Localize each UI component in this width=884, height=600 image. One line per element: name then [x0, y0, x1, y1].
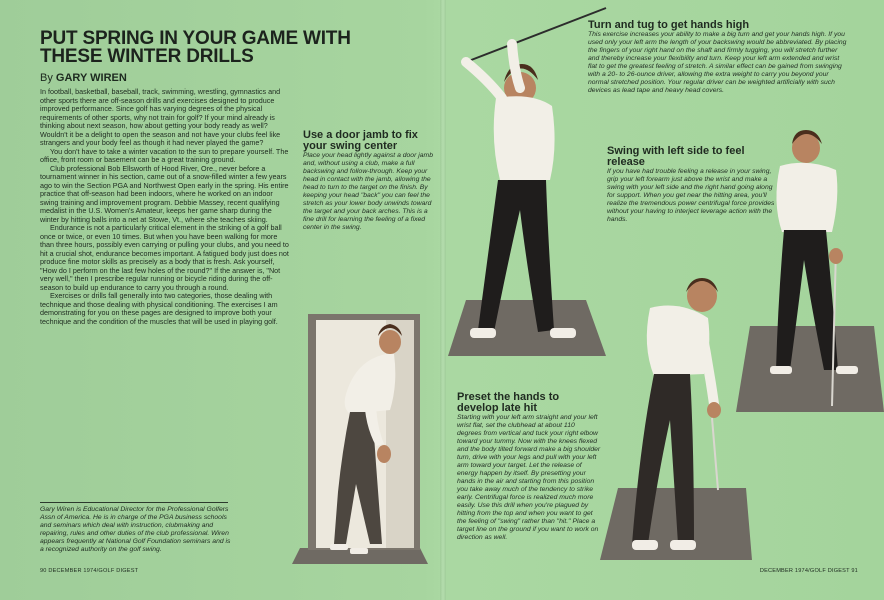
body-paragraph: Endurance is not a particularly critical element in the striking of a golf ball once or twice, or even 10 times. But when you have been walking for more than three hours, possibly even carrying or pulling your clubs, and you need to hit a crucial shot, endurance becomes important. A fatigued body just does not produce fine motor skills as precisely as a body that is fresh. Ask yourself, "How do I perform on the last few holes of the round?" If the answer is, "Not very well," then I prescribe regular running or bicycle riding during the off-season to build up endurance to carry you through a round. — [40, 223, 289, 292]
author-bio: Gary Wiren is Educational Director for the Professional Golfers Assn of America. He is in charge of the PGA business schools and seminars which deal with instruction, clubmaking and repairing, rules and other duties of the club professional. Wiren appears frequently at National Golf Foundation seminars and is a recognized authority on the golf swing. — [40, 506, 231, 553]
article-body — [40, 88, 290, 326]
body-paragraph: Club professional Bob Ellsworth of Hood River, Ore., never before a tournament winner in his section, came out of a snow-filled winter a few years ago to win the Section PGA and Northwest Open early in the spring. His entire practice that off-season had been indoors, where he worked on an indoor swing training and improvement program. Debbie Massey, recent qualifying medalist in the U.S. Women's Amateur, keeps her game sharp during the winter by hitting balls into a net at Stowe, Vt., where she teaches skiing. — [40, 163, 289, 224]
folio-right: DECEMBER 1974/GOLF DIGEST 91 — [759, 568, 858, 574]
caption-turn-tug — [588, 20, 850, 95]
turn-and-tug-photo — [446, 0, 606, 360]
caption-title: Use a door jamb to fix your swing center — [303, 129, 418, 152]
article-headline: PUT SPRING IN YOUR GAME WITH THESE WINTER DRILLS — [40, 28, 351, 67]
folio-left: 90 DECEMBER 1974/GOLF DIGEST — [40, 568, 139, 574]
caption-title: Preset the hands to develop late hit — [457, 391, 560, 414]
body-paragraph: You don't have to take a winter vacation to the sun to prepare yourself. The office, front room or basement can be a great training ground. — [40, 146, 289, 164]
late-hit-drill-photo — [600, 274, 752, 566]
left-side-swing-photo — [736, 130, 884, 412]
caption-door-jamb — [303, 130, 433, 232]
caption-text: If you have had trouble feeling a release in your swing, grip your left forearm just above the wrist and make a swing with your left side and the right hand going along for support. When you get near the hitting area, you'll realize the tremendous power centrifugal force provides without your having to interject leverage action with the hands. — [607, 168, 775, 223]
byline-prefix: By — [40, 72, 53, 84]
body-paragraph: In football, basketball, baseball, track, swimming, wrestling, gymnastics and other sports there are off-season drills and exercises designed to produce improved performance. Since golf has varying degrees of the physical requirements of other sports, why not train for golf? If your mind already is thinking about next season, how about getting your body ready as well? Wouldn't it be a delight to open the season and not have your clubs feel like strangers and your body feel as though it had never played the game? — [40, 87, 281, 147]
byline — [40, 72, 127, 84]
caption-title: Swing with left side to feel release — [607, 145, 745, 168]
caption-text: Place your head lightly against a door jamb and, without using a club, make a full backswing and follow-through. Keep your head in contact with the jamb, allowing the head to turn to the target on the finish. By keeping your head "back" you can feel the stretch as your lower body unwinds toward the target and your back arches. This is a fine drill for learning the feeling of a fixed center in the swing. — [303, 152, 433, 231]
caption-late-hit — [457, 392, 601, 542]
byline-author: GARY WIREN — [55, 72, 127, 84]
caption-text: Starting with your left arm straight and your left wrist flat, set the clubhead at about 110 degrees from vertical and tuck your right elbow toward your tummy. Now with the knees flexed and the body tilted forward make a big shoulder turn, drive with your legs and pull with your left arm toward your target. Let the release of energy happen by itself. By presetting your hands in the air and starting from this position you take away much of the tendency to strike early. Centrifugal force is realized much more easily. Use this drill when you're plagued by hitting from the top and when you want to get the feeling of "swing" rather than "hit." Place a target line on the ground if you want to work on direction as well. — [457, 414, 601, 541]
door-jamb-drill-photo — [290, 306, 430, 568]
caption-title: Turn and tug to get hands high — [588, 19, 750, 31]
body-paragraph: Exercises or drills fall generally into two categories, those dealing with technique and those dealing with physical conditioning. The exercises I am demonstrating for you on these pages are designed to improve both your technique and the condition of the muscles that will be used in playing golf. — [40, 291, 278, 326]
bio-rule — [40, 502, 228, 503]
caption-text: This exercise increases your ability to make a big turn and get your hands high. If you used only your left arm the length of your backswing would be abbreviated. By placing the fingers of your right hand on the shaft and firmly tugging, you will stretch further and thereby increase your flexibility and turn. Keep your left arm extended and wrist flat to get the greatest feeling of stretch. A similar effect can be gained from swinging with a 20- to 26-ounce driver, allowing the extra weight to carry you beyond your normal stretched position. Your regular driver can be weighted artificially with such devices as lead tape and heavy head covers. — [588, 31, 847, 94]
